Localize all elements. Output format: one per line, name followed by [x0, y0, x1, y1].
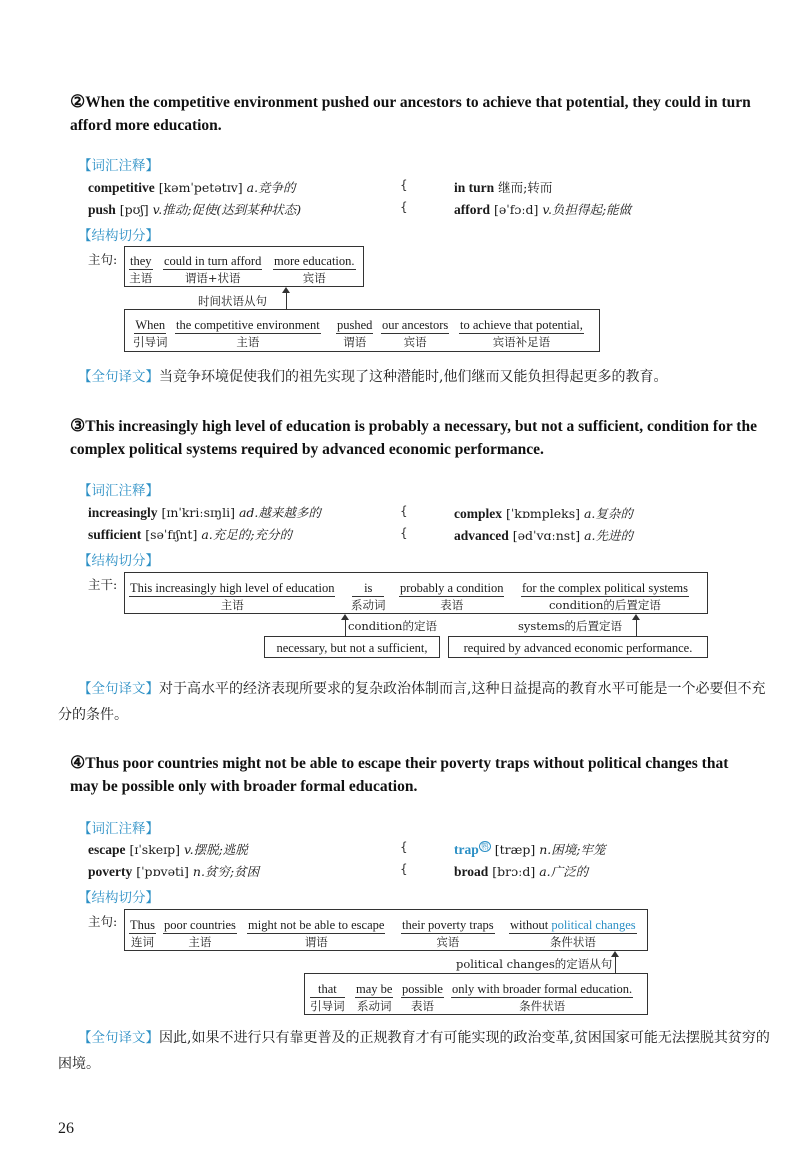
- sentence-number: ④: [70, 753, 86, 772]
- main-label: 主句:: [88, 914, 118, 929]
- segment: our ancestors 宾语: [382, 318, 449, 349]
- main-label: 主干:: [88, 577, 118, 592]
- vocab-tag: 【词汇注释】: [78, 821, 159, 837]
- segment: possible 表语: [402, 982, 443, 1013]
- clause-box: [124, 309, 600, 352]
- sentence-number: ②: [70, 92, 86, 111]
- sentence-text: Thus poor countries might not be able to escape their poverty traps without political changes that may be possible only with broader formal education.: [70, 755, 729, 795]
- vocab-separator: {: [400, 862, 408, 876]
- vocab-item: complex [ˈkɒmpleks] a.复杂的: [454, 506, 633, 521]
- sub-box-left: necessary, but not a sufficient,: [264, 636, 440, 658]
- clause-note: 时间状语从句: [198, 294, 267, 308]
- up-arrow-icon: [345, 619, 346, 637]
- sentence-text: This increasingly high level of education is probably a necessary, but not a sufficient, condition for the complex political systems required by advanced economic performance.: [70, 418, 757, 458]
- sentence-text: When the competitive environment pushed our ancestors to achieve that potential, they could in turn afford more education.: [70, 94, 751, 134]
- clause-note: political changes的定语从句: [456, 957, 613, 971]
- vocab-item: afford [əˈfɔːd] v.负担得起;能做: [454, 202, 632, 217]
- translation: 【全句译文】当竞争环境促使我们的祖先实现了这种潜能时,他们继而又能负担得起更多的教育。: [78, 369, 668, 385]
- segment: is 系动词: [351, 581, 386, 612]
- attr-note-left: condition的定语: [348, 619, 437, 633]
- vocab-item: sufficient [səˈfɪʃnt] a.充足的;充分的: [88, 527, 292, 542]
- segment: for the complex political systems condition的后置定语: [522, 581, 688, 612]
- segment: their poverty traps 宾语: [402, 918, 494, 949]
- main-clause-box: [124, 909, 648, 951]
- segment: more education. 宾语: [274, 254, 355, 285]
- segment: When 引导词: [133, 318, 168, 349]
- sentence-4: [70, 751, 760, 798]
- main-label: 主句:: [88, 252, 118, 267]
- segment: probably a condition 表语: [400, 581, 504, 612]
- attr-note-right: systems的后置定语: [518, 619, 623, 633]
- vocab-item: competitive [kəmˈpetətɪv] a.竞争的: [88, 180, 296, 195]
- vocab-item: advanced [ədˈvɑːnst] a.先进的: [454, 528, 634, 543]
- segment: poor countries 主语: [164, 918, 236, 949]
- page-number: 26: [58, 1120, 74, 1137]
- familiar-badge-icon: 熟: [480, 841, 489, 851]
- vocab-item: escape [ɪˈskeɪp] v.摆脱;逃脱: [88, 842, 248, 857]
- segment: Thus 连词: [130, 918, 155, 949]
- vocab-separator: {: [400, 178, 408, 192]
- segment: without political changes 条件状语: [510, 918, 636, 949]
- vocab-item: broad [brɔːd] a.广泛的: [454, 864, 589, 879]
- vocab-separator: {: [400, 200, 408, 214]
- vocab-item: increasingly [ɪnˈkriːsɪŋli] ad.越来越多的: [88, 505, 321, 520]
- segment: they 主语: [129, 254, 153, 285]
- up-arrow-icon: [636, 619, 637, 637]
- segment: to achieve that potential, 宾语补足语: [460, 318, 583, 349]
- main-clause-box: [124, 246, 364, 287]
- vocab-separator: {: [400, 526, 408, 540]
- segment: that 引导词: [310, 982, 345, 1013]
- structure-tag: 【结构切分】: [78, 553, 159, 569]
- segment: pushed 谓语: [337, 318, 373, 349]
- vocab-separator: {: [400, 840, 408, 854]
- segment: could in turn afford 谓语+状语: [164, 254, 262, 285]
- segment: only with broader formal education. 条件状语: [452, 982, 633, 1013]
- translation: 【全句译文】对于高水平的经济表现所要求的复杂政治体制而言,这种日益提高的教育水平可能是一个必要但不充分的条件。: [58, 681, 766, 723]
- segment: may be 系动词: [356, 982, 393, 1013]
- sub-box-right: required by advanced economic performance.: [448, 636, 708, 658]
- vocab-tag: 【词汇注释】: [78, 158, 159, 174]
- segment: the competitive environment 主语: [176, 318, 320, 349]
- sentence-3: [70, 414, 760, 461]
- vocab-item: push [pʊʃ] v.推动;促使(达到某种状态): [88, 202, 302, 217]
- sentence-2: [70, 90, 760, 137]
- translation: 【全句译文】因此,如果不进行只有靠更普及的正规教育才有可能实现的政治变革,贫困国家可能无法摆脱其贫穷的困境。: [58, 1030, 770, 1072]
- up-arrow-icon: [286, 292, 287, 309]
- vocab-item: poverty [ˈpɒvəti] n.贫穷;贫困: [88, 864, 260, 879]
- segment: might not be able to escape 谓语: [248, 918, 385, 949]
- clause-box: [304, 973, 648, 1015]
- vocab-item: in turn 继而;转而: [454, 180, 553, 195]
- structure-tag: 【结构切分】: [78, 890, 159, 906]
- sentence-number: ③: [70, 416, 86, 435]
- vocab-item: trap $^熟$ [træp] n.困境;牢笼: [454, 841, 606, 857]
- vocab-separator: {: [400, 504, 408, 518]
- segment: This increasingly high level of education 主语: [130, 581, 335, 612]
- main-clause-box: [124, 572, 708, 614]
- vocab-tag: 【词汇注释】: [78, 483, 159, 499]
- structure-tag: 【结构切分】: [78, 228, 159, 244]
- up-arrow-icon: [615, 956, 616, 974]
